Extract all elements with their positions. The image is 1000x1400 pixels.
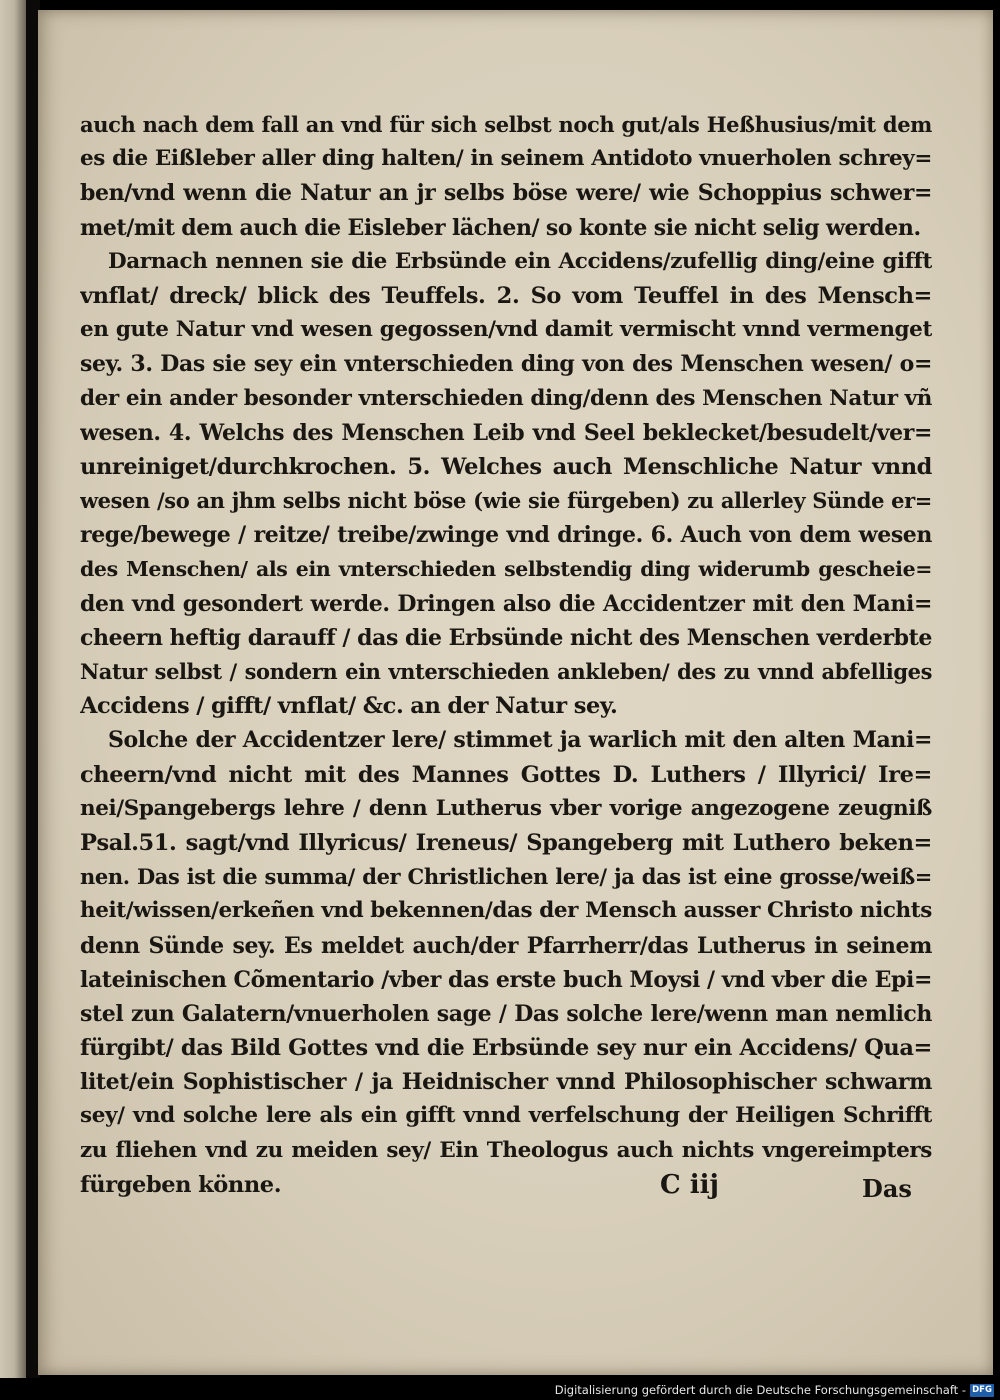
text-line-23: nen. Das ist die summa/ der Christlichen lere/ ja das ist eine grosse/weiß= [80, 864, 932, 890]
text-line-29: litet/ein Sophistischer / ja Heidnischer vnnd Philosophischer schwarm [80, 1069, 932, 1096]
text-line-14: des Menschen/ als ein vnterschieden selbstendig ding widerumb gescheie= [80, 557, 932, 582]
text-line-26: lateinischen Cõmentario /vber das erste buch Moysi / vnd vber die Epi= [80, 966, 932, 993]
text-line-1: auch nach dem fall an vnd für sich selbst noch gut/als Heßhusius/mit dem [80, 112, 932, 137]
text-line-28: fürgibt/ das Bild Gottes vnd die Erbsünde sey nur ein Accidens/ Qua= [80, 1035, 932, 1062]
text-line-19: Solche der Accidentzer lere/ stimmet ja warlich mit den alten Mani= [108, 727, 932, 754]
text-line-31: zu fliehen vnd zu meiden sey/ Ein Theologus auch nichts vngereimpters [80, 1137, 932, 1163]
signature-mark: C iij [660, 1170, 719, 1200]
text-line-21: nei/Spangebergs lehre / denn Lutherus vber vorige angezogene zeugniß [80, 795, 932, 821]
text-line-24: heit/wissen/erkeñen vnd bekennen/das der Mensch ausser Christo nichts [80, 898, 932, 924]
text-line-13: rege/bewege / reitze/ treibe/zwinge vnd dringe. 6. Auch von dem wesen [80, 522, 932, 549]
text-line-7: en gute Natur vnd wesen gegossen/vnd damit vermischt vnnd vermenget [80, 317, 932, 343]
text-line-32: fürgeben könne. [80, 1171, 282, 1198]
text-line-30: sey/ vnd solche lere als ein gifft vnnd verfelschung der Heiligen Schrifft [80, 1103, 932, 1129]
text-line-4: met/mit dem auch die Eisleber lächen/ so konte sie nicht selig werden. [80, 214, 921, 241]
page-text-block [80, 108, 932, 1202]
previous-page-edge [0, 0, 26, 1378]
text-line-17: Natur selbst / sondern ein vnterschieden ankleben/ des zu vnnd abfelliges [80, 659, 932, 684]
text-line-18: Accidens / gifft/ vnflat/ &c. an der Natur sey. [80, 693, 618, 720]
text-line-15: den vnd gesondert werde. Dringen also die Accidentzer mit den Mani= [80, 590, 932, 617]
text-line-3: ben/vnd wenn die Natur an jr selbs böse were/ wie Schoppius schwer= [80, 180, 932, 207]
text-line-25: denn Sünde sey. Es meldet auch/der Pfarrherr/das Lutherus in seinem [80, 932, 932, 959]
text-line-22: Psal.51. sagt/vnd Illyricus/ Ireneus/ Spangeberg mit Luthero beken= [80, 829, 932, 856]
text-line-6: vnflat/ dreck/ blick des Teuffels. 2. So vom Teuffel in des Mensch= [80, 282, 932, 309]
text-line-9: der ein ander besonder vnterschieden ding/denn des Menschen Natur vñ [80, 385, 932, 411]
text-line-2: es die Eißleber aller ding halten/ in seinem Antidoto vnuerholen schrey= [80, 146, 932, 172]
text-line-11: unreiniget/durchkrochen. 5. Welches auch Menschliche Natur vnnd [80, 453, 932, 480]
text-line-27: stel zun Galatern/vnuerholen sage / Das solche lere/wenn man nemlich [80, 1000, 932, 1027]
book-page [38, 10, 993, 1375]
digitization-credit: Digitalisierung gefördert durch die Deutsche Forschungsgemeinschaft - [554, 1383, 966, 1397]
text-line-8: sey. 3. Das sie sey ein vnterschieden ding von des Menschen wesen/ o= [80, 351, 932, 378]
text-line-16: cheern heftig darauff / das die Erbsünde nicht des Menschen verderbte [80, 624, 932, 651]
text-line-5: Darnach nennen sie die Erbsünde ein Accidens/zufellig ding/eine gifft [108, 248, 932, 274]
text-line-20: cheern/vnd nicht mit des Mannes Gottes D. Luthers / Illyrici/ Ire= [80, 761, 932, 788]
text-line-12: wesen /so an jhm selbs nicht böse (wie sie fürgeben) zu allerley Sünde er= [80, 488, 932, 514]
dfg-logo: DFG [970, 1384, 994, 1397]
catchword: Das [862, 1174, 912, 1203]
text-line-10: wesen. 4. Welchs des Menschen Leib vnd Seel beklecket/besudelt/ver= [80, 419, 932, 446]
